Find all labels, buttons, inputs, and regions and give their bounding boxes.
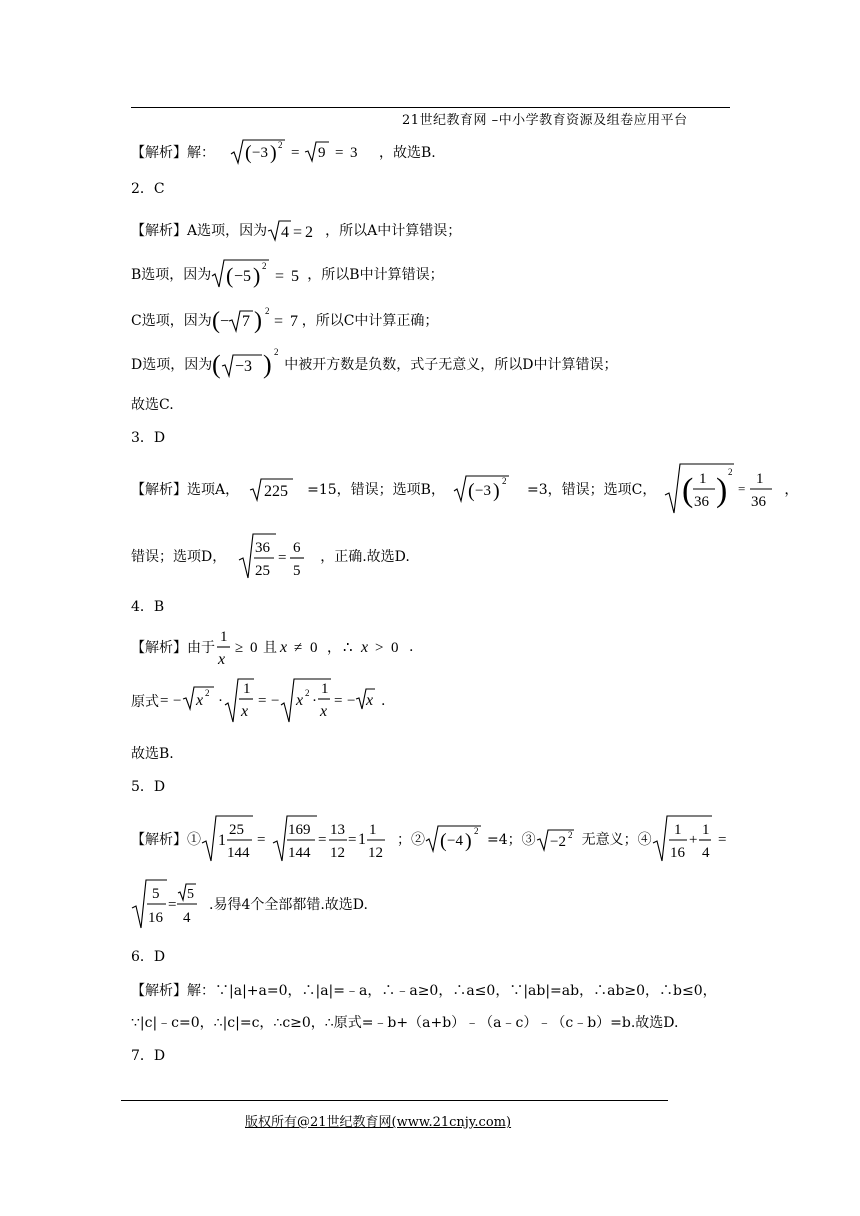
q4-zero3: 0: [391, 640, 399, 656]
q3-c-lparen: (: [682, 472, 694, 509]
q1-nine: 9: [318, 145, 326, 161]
q4-p4: .: [409, 639, 414, 655]
q4-cond3: [341, 635, 409, 659]
q2-a-formula: [267, 217, 325, 243]
q5-i1-whole: 1: [218, 832, 226, 849]
q2-b-pre: B选项，因为: [131, 267, 212, 283]
q4-f-den2: x: [320, 703, 328, 720]
q4-p5: .: [381, 693, 386, 709]
q5-item2: [425, 822, 487, 856]
q1-line: [131, 136, 436, 168]
q5-line1: [131, 813, 730, 865]
q5-r-num: 5: [152, 886, 160, 902]
q1-rparen: ): [270, 142, 277, 164]
q4-zero1: 0: [250, 640, 258, 656]
q2-d-rparen: ): [263, 350, 272, 379]
q4-cond1: [215, 624, 263, 670]
q5-i4-den1: 16: [669, 845, 685, 861]
q2-c-formula: [212, 303, 302, 337]
q5-i4-eq: =: [717, 832, 727, 848]
q4-f-exp2: 2: [305, 688, 310, 698]
q3-c-den: 36: [694, 494, 710, 510]
q2-d-post: 中被开方数是负数，式子无意义，所以D中计算错误；: [284, 357, 618, 373]
q5-item4: [652, 813, 730, 865]
q5-i2-exp: 2: [474, 826, 479, 836]
q5-i1-num3: 13: [330, 822, 345, 838]
q5-p3: =4；③: [487, 832, 536, 848]
q5-i1-num: 25: [229, 822, 244, 838]
q2-b-post: ，所以B中计算错误；: [307, 267, 444, 283]
q5-i2-lparen: (: [440, 830, 447, 852]
q3-neg3: −3: [474, 483, 491, 499]
q2-conclusion: 故选C.: [131, 397, 174, 413]
q3-c-eq: =: [738, 481, 746, 496]
q4-ne: ≠: [294, 640, 303, 656]
q5-item4-result: [131, 876, 201, 932]
q2-answer: 2．C: [131, 181, 165, 197]
q5-i1-den: 144: [227, 845, 250, 861]
q2-d-formula: [212, 346, 284, 382]
q3-n225: 225: [264, 483, 289, 500]
q4-num1: 1: [220, 629, 228, 645]
q5-i2-neg4: −4: [447, 833, 463, 849]
q4-f-eq2: =: [258, 693, 267, 709]
q5-i2-rparen: ): [465, 830, 472, 852]
q1-eq2: =: [335, 145, 344, 161]
q5-i4-den2: 4: [701, 845, 710, 861]
q4-f-x2: x: [296, 692, 304, 709]
q3-sqrt225: [249, 474, 299, 504]
q2-c-minus: −: [219, 313, 229, 330]
q5-item3: [536, 824, 582, 854]
q2-b-line: [131, 256, 444, 292]
q5-p1: 【解析】①: [131, 832, 201, 848]
q2-d-neg3: −3: [235, 358, 253, 375]
q5-p5: .易得4个全部都错.故选D.: [209, 897, 368, 913]
q3-c-num: 1: [699, 471, 707, 487]
q3-d-num: 36: [255, 540, 271, 556]
q3-d-den: 25: [255, 563, 271, 579]
q2-b-lparen: (: [226, 263, 234, 288]
q4-therefore: ∴: [343, 640, 353, 656]
q2-a-two: 2: [305, 224, 314, 241]
q5-p4: 无意义；④: [581, 832, 652, 848]
q5-r-eq: =: [168, 897, 177, 913]
footer-copyright[interactable]: 版权所有@21世纪教育网(www.21cnjy.com): [245, 1115, 512, 1130]
q4-formula-label: 原式: [131, 694, 159, 710]
q2-c-lparen: (: [211, 308, 220, 334]
q5-i1-num4: 1: [369, 822, 377, 838]
q6-answer: 6．D: [131, 949, 166, 965]
q2-c-seven2: 7: [289, 313, 298, 330]
q5-i4-plus: +: [688, 832, 698, 848]
q3-exp: 2: [501, 476, 507, 486]
q4-f-cdot2: ·: [312, 693, 317, 709]
q5-i1-eq3: =: [348, 832, 357, 848]
q3-d-rnum: 6: [293, 540, 301, 556]
q5-line2: [131, 876, 368, 932]
q3-p5: 错误；选项D，: [131, 549, 227, 565]
q5-i1-eq1: =: [257, 832, 266, 848]
q4-p1: 【解析】由于: [131, 640, 215, 656]
q3-c-rden: 36: [751, 494, 767, 510]
q3-p2: =15，错误；选项B，: [307, 482, 445, 498]
q4-f-num1: 1: [243, 681, 251, 697]
q2-a-four: 4: [281, 224, 290, 241]
q2-a-line: [131, 217, 461, 243]
q3-p3: =3，错误；选项C，: [526, 482, 657, 498]
q5-i1-den4: 12: [368, 845, 383, 861]
q2-c-rparen: ): [253, 308, 262, 334]
q4-conclusion: 故选B.: [131, 746, 174, 762]
q4-f-minus3: −: [347, 693, 356, 709]
q2-c-seven: 7: [241, 313, 250, 330]
q3-line1: [131, 461, 798, 517]
q7-answer: 7．D: [131, 1048, 166, 1064]
q5-answer: 5．D: [131, 779, 166, 795]
q5-i1-eq2: =: [318, 832, 327, 848]
q2-b-rparen: ): [253, 263, 261, 288]
q2-b-five: 5: [291, 268, 300, 285]
q1-neg3: −3: [252, 145, 268, 161]
q5-i3-exp: 2: [567, 830, 573, 840]
q4-f-eq3: =: [334, 693, 343, 709]
q4-x2: x: [280, 639, 288, 656]
q4-f-cdot1: ·: [218, 693, 223, 709]
q1-exp: 2: [278, 140, 283, 150]
q5-i4-num2: 1: [701, 822, 710, 838]
q5-r-den: 16: [148, 910, 163, 926]
q3-d-rden: 5: [293, 563, 301, 579]
q4-p3: ，: [327, 640, 341, 656]
q2-d-pre: D选项，因为: [131, 357, 213, 373]
q2-b-exp: 2: [262, 261, 267, 271]
q3-frac-d: [238, 530, 320, 582]
q3-answer: 3．D: [131, 430, 166, 446]
q4-f-x1: x: [196, 692, 204, 709]
q5-i1-whole2: 1: [358, 831, 366, 848]
q3-line2: [131, 530, 410, 582]
q3-sqrt-neg3: [453, 472, 519, 506]
q2-a-post: ，所以A中计算错误；: [325, 223, 462, 239]
q4-f-den1: x: [241, 703, 249, 720]
q2-a-eq: =: [293, 224, 303, 241]
q4-answer: 4．B: [131, 599, 165, 615]
q3-lparen: (: [467, 480, 475, 502]
q5-item1: [201, 813, 387, 865]
q1-lparen: (: [245, 142, 252, 164]
q3-p6: ，正确.故选D.: [320, 549, 410, 565]
q4-ge: ≥: [235, 640, 244, 656]
q2-c-line: [131, 303, 438, 337]
header-site: 21世纪教育网 –中小学教育资源及组卷应用平台: [402, 113, 688, 128]
q3-frac-c: [664, 461, 784, 517]
q2-c-post: ，所以C中计算正确；: [301, 313, 439, 329]
q4-den-x: x: [218, 651, 226, 668]
q1-conclusion: ，故选B.: [379, 145, 436, 161]
q5-r-rden: 4: [183, 910, 191, 926]
q3-d-eq: =: [278, 550, 287, 566]
q3-p1: 【解析】选项A，: [131, 482, 240, 498]
q4-f-minus2: −: [271, 693, 280, 709]
q5-i1-num2: 169: [288, 822, 311, 838]
q2-b-eq: =: [275, 268, 285, 285]
q4-f-exp1: 2: [205, 688, 210, 698]
footer-rule: [121, 1100, 668, 1101]
q4-cond2: [277, 635, 327, 659]
q6-line2: ∵|c|﹣c=0，∴|c|=c，∴c≥0，∴原式=﹣b+（a+b）﹣（a﹣c）﹣（c﹣b）=b.故选D.: [131, 1015, 679, 1031]
q5-i3-neg2: −2: [549, 834, 566, 850]
q4-f-x3: x: [366, 692, 374, 709]
q1-analysis-tag: 【解析】解：: [131, 145, 215, 161]
header-rule: [131, 107, 730, 108]
q5-i4-num1: 1: [673, 822, 682, 838]
q3-c-rnum: 1: [756, 471, 764, 487]
q5-r-rnum: 5: [187, 887, 194, 902]
q4-gt: >: [375, 640, 384, 656]
q6-line1: 【解析】解：∵|a|+a=0，∴|a|=﹣a，∴﹣a≥0，∴a≤0，∵|ab|=ab，∴ab≥0，∴b≤0，: [131, 983, 717, 999]
q1-formula: [229, 136, 379, 168]
q2-b-neg5: −5: [234, 268, 252, 285]
q4-x3: x: [361, 639, 369, 656]
q2-d-lparen: (: [212, 350, 221, 379]
q4-f-minus1: −: [173, 693, 182, 709]
q2-c-exp: 2: [264, 306, 270, 316]
q4-line2: [131, 676, 385, 726]
q4-zero2: 0: [310, 640, 318, 656]
q4-f-eq1: =: [160, 693, 169, 709]
q2-d-line: [131, 346, 617, 382]
q2-c-eq: =: [273, 313, 283, 330]
q4-line1: [131, 624, 413, 670]
q5-i1-den3: 12: [330, 845, 345, 861]
q5-i1-den2: 144: [288, 845, 311, 861]
q5-p2: ；②: [397, 832, 425, 848]
q1-eq1: =: [291, 145, 300, 161]
q2-b-formula: [211, 256, 307, 292]
q4-p2: 且: [263, 640, 277, 656]
q3-p4: ，: [784, 482, 799, 498]
q3-c-exp: 2: [728, 467, 733, 477]
q4-formula: [159, 676, 375, 726]
q4-f-num2: 1: [321, 681, 329, 697]
q2-d-exp: 2: [274, 347, 279, 357]
q1-three: 3: [350, 145, 358, 161]
q2-a-pre: 【解析】A选项，因为: [131, 223, 268, 239]
q3-c-rparen: ): [716, 472, 728, 509]
q2-c-pre: C选项，因为: [131, 313, 212, 329]
q3-rparen: ): [492, 480, 500, 502]
